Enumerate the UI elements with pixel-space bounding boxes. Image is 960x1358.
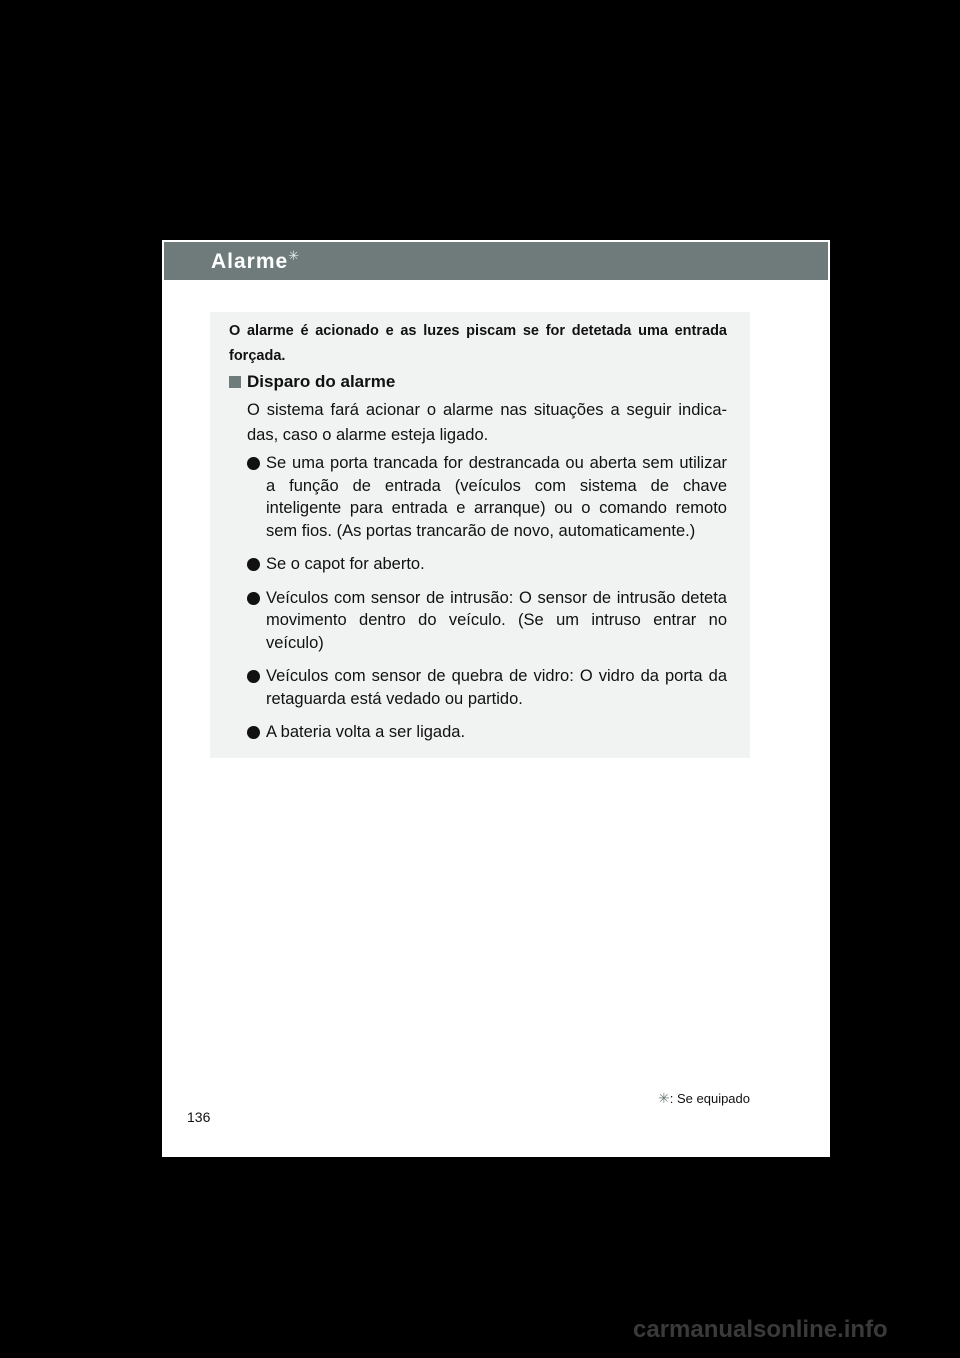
list-item-text: Se uma porta trancada for destrancada ou aberta sem utilizar a função de entrada (veículos com sistema de chave inteligente para entrada e arranque) ou o comando remoto sem fios. (As portas trancarão de novo, automaticamente.) — [266, 454, 727, 540]
equipped-marker-icon: ✳ — [658, 1090, 670, 1106]
watermark-link[interactable]: carmanualsonline.info — [633, 1316, 888, 1343]
list-item-text: Veículos com sensor de quebra de vidro: O vidro da porta da retaguarda está vedado ou partido. — [266, 667, 727, 708]
page-title — [211, 248, 300, 274]
intro-text: O alarme é acionado e as luzes piscam se for detetada uma entrada forçada. — [229, 323, 727, 364]
list-item — [247, 553, 727, 576]
bullet-dot-icon — [247, 726, 260, 739]
list-item-text: Veículos com sensor de intrusão: O sensor de intrusão deteta movimento dentro do veículo. (Se um intruso entrar no veículo) — [266, 588, 727, 652]
section-heading — [229, 372, 395, 392]
equipped-marker-icon: ✳ — [288, 248, 301, 263]
page-number: 136 — [187, 1109, 211, 1125]
list-item-text: A bateria volta a ser ligada. — [266, 723, 466, 741]
content-box — [210, 312, 750, 758]
list-item — [247, 665, 727, 710]
section-heading-text: Disparo do alarme — [247, 372, 396, 391]
bullet-dot-icon — [247, 558, 260, 571]
section-header — [164, 242, 828, 280]
bullet-dot-icon — [247, 457, 260, 470]
square-bullet-icon — [229, 376, 241, 388]
condition-list — [247, 452, 727, 755]
list-item — [247, 452, 727, 542]
section-body-text: O sistema fará acionar o alarme nas situações a seguir indica-das, caso o alarme esteja ligado. — [247, 401, 727, 444]
manual-page — [162, 240, 830, 1157]
list-item-text: Se o capot for aberto. — [266, 555, 425, 573]
list-item — [247, 587, 727, 655]
list-item — [247, 721, 727, 744]
footnote — [658, 1090, 750, 1107]
page-title-text: Alarme — [211, 250, 289, 273]
footnote-text: : Se equipado — [669, 1091, 750, 1106]
bullet-dot-icon — [247, 592, 260, 605]
bullet-dot-icon — [247, 670, 260, 683]
